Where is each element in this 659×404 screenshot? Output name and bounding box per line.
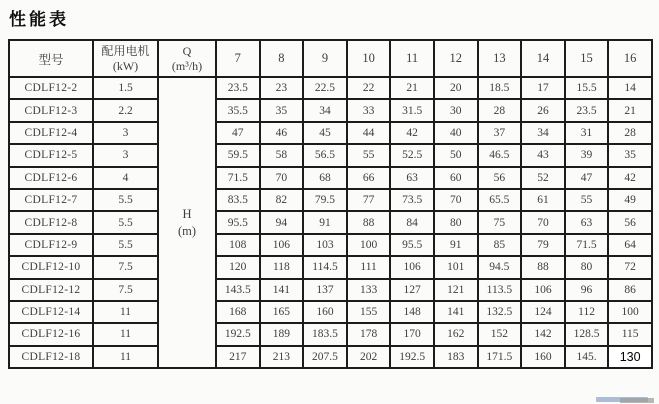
model-cell: CDLF12-12: [9, 279, 93, 301]
motor-kw-cell: 5.5: [93, 189, 158, 211]
head-value-cell: 133: [347, 279, 391, 301]
head-value-cell: 113.5: [478, 279, 522, 301]
page-title: 性能表: [9, 10, 69, 29]
h-label: H: [182, 207, 192, 222]
head-value-cell: 70: [434, 189, 478, 211]
head-value-cell: 178: [347, 323, 391, 345]
head-value-cell: 15.5: [565, 77, 609, 99]
head-value-cell: 21: [390, 77, 434, 99]
head-value-cell: 141: [434, 301, 478, 323]
head-value-cell: 86: [608, 279, 652, 301]
head-value-cell: 202: [347, 346, 391, 368]
motor-kw-cell: 3: [93, 122, 158, 144]
head-value-cell: 192.5: [390, 346, 434, 368]
header-motor-unit: (kW): [112, 58, 139, 73]
head-value-cell: 137: [303, 279, 347, 301]
head-value-cell: 183.5: [303, 323, 347, 345]
head-value-cell: 88: [347, 211, 391, 233]
head-value-cell: 28: [478, 99, 522, 121]
head-value-cell: 44: [347, 122, 391, 144]
header-flow-value: 8: [260, 40, 304, 77]
motor-kw-cell: 5.5: [93, 234, 158, 256]
head-value-cell: 80: [565, 256, 609, 278]
head-value-cell: 42: [390, 122, 434, 144]
table-row: [9, 323, 652, 345]
head-value-cell: 49: [608, 189, 652, 211]
model-cell: CDLF12-3: [9, 99, 93, 121]
header-flow-value: 16: [608, 40, 652, 77]
head-value-cell: 31.5: [390, 99, 434, 121]
motor-kw-cell: 5.5: [93, 211, 158, 233]
head-value-cell: 165: [260, 301, 304, 323]
head-value-cell: 95.5: [216, 211, 260, 233]
header-model: 型号: [9, 40, 93, 77]
table-body: [9, 77, 652, 368]
head-value-cell: 85: [478, 234, 522, 256]
head-value-cell: 94: [260, 211, 304, 233]
head-value-cell: 207.5: [303, 346, 347, 368]
head-value-cell: 141: [260, 279, 304, 301]
head-value-cell: 106: [521, 279, 565, 301]
head-value-cell: 80: [434, 211, 478, 233]
head-value-cell: 77: [347, 189, 391, 211]
head-value-cell: 61: [521, 189, 565, 211]
head-value-cell: 59.5: [216, 144, 260, 166]
model-cell: CDLF12-5: [9, 144, 93, 166]
header-q-label: Q: [182, 43, 192, 58]
head-value-cell: 170: [390, 323, 434, 345]
head-value-cell: 79: [521, 234, 565, 256]
head-value-cell: 148: [390, 301, 434, 323]
header-flow-q: [158, 40, 216, 77]
head-value-cell: 128.5: [565, 323, 609, 345]
head-value-cell: 70: [260, 167, 304, 189]
head-value-cell: 72: [608, 256, 652, 278]
head-value-cell: 91: [303, 211, 347, 233]
head-value-cell: 18.5: [478, 77, 522, 99]
head-value-cell: 68: [303, 167, 347, 189]
head-value-cell: 42: [608, 167, 652, 189]
head-value-cell: 108: [216, 234, 260, 256]
table-row: [9, 122, 652, 144]
table-row: [9, 346, 652, 368]
head-value-cell: 47: [565, 167, 609, 189]
head-value-cell: 23.5: [565, 99, 609, 121]
motor-kw-cell: 11: [93, 323, 158, 345]
head-value-cell: 50: [434, 144, 478, 166]
motor-kw-cell: 11: [93, 301, 158, 323]
head-value-cell: 71.5: [565, 234, 609, 256]
head-value-cell: 35.5: [216, 99, 260, 121]
model-cell: CDLF12-16: [9, 323, 93, 345]
table-row: [9, 99, 652, 121]
head-value-cell: 17: [521, 77, 565, 99]
table-row: [9, 144, 652, 166]
header-flow-value: 12: [434, 40, 478, 77]
head-value-cell: 160: [521, 346, 565, 368]
head-value-cell: 130: [608, 346, 652, 368]
head-value-cell: 91: [434, 234, 478, 256]
h-unit: (m): [177, 223, 197, 238]
head-value-cell: 31: [565, 122, 609, 144]
head-value-cell: 20: [434, 77, 478, 99]
head-value-cell: 88: [521, 256, 565, 278]
table-row: [9, 167, 652, 189]
head-value-cell: 66: [347, 167, 391, 189]
head-value-cell: 155: [347, 301, 391, 323]
head-value-cell: 35: [260, 99, 304, 121]
table-row: [9, 301, 652, 323]
head-value-cell: 55: [347, 144, 391, 166]
table-row: [9, 189, 652, 211]
head-value-cell: 14: [608, 77, 652, 99]
model-cell: CDLF12-6: [9, 167, 93, 189]
head-value-cell: 58: [260, 144, 304, 166]
head-value-cell: 111: [347, 256, 391, 278]
head-value-cell: 124: [521, 301, 565, 323]
motor-kw-cell: 4: [93, 167, 158, 189]
motor-kw-cell: 7.5: [93, 279, 158, 301]
model-cell: CDLF12-2: [9, 77, 93, 99]
head-unit-merged-cell: [158, 77, 216, 368]
head-value-cell: 21: [608, 99, 652, 121]
head-value-cell: 43: [521, 144, 565, 166]
head-value-cell: 213: [260, 346, 304, 368]
table-row: [9, 256, 652, 278]
header-flow-value: 14: [521, 40, 565, 77]
head-value-cell: 142: [521, 323, 565, 345]
watermark-smudge-gray: [620, 398, 654, 403]
head-value-cell: 64: [608, 234, 652, 256]
head-value-cell: 94.5: [478, 256, 522, 278]
header-flow-value: 11: [390, 40, 434, 77]
model-cell: CDLF12-9: [9, 234, 93, 256]
head-value-cell: 75: [478, 211, 522, 233]
head-value-cell: 45: [303, 122, 347, 144]
head-value-cell: 47: [216, 122, 260, 144]
head-value-cell: 63: [390, 167, 434, 189]
motor-kw-cell: 1.5: [93, 77, 158, 99]
table-row: [9, 77, 652, 99]
head-value-cell: 79.5: [303, 189, 347, 211]
header-row: [9, 40, 652, 77]
head-value-cell: 183: [434, 346, 478, 368]
head-value-cell: 162: [434, 323, 478, 345]
table-row: [9, 211, 652, 233]
motor-kw-cell: 3: [93, 144, 158, 166]
head-value-cell: 152: [478, 323, 522, 345]
head-value-cell: 46.5: [478, 144, 522, 166]
head-value-cell: 120: [216, 256, 260, 278]
head-value-cell: 100: [347, 234, 391, 256]
header-motor: [93, 40, 158, 77]
head-value-cell: 145.: [565, 346, 609, 368]
head-value-cell: 52.5: [390, 144, 434, 166]
head-value-cell: 33: [347, 99, 391, 121]
head-value-cell: 143.5: [216, 279, 260, 301]
model-cell: CDLF12-18: [9, 346, 93, 368]
header-q-unit: (m³/h): [171, 58, 203, 73]
head-value-cell: 106: [390, 256, 434, 278]
head-value-cell: 106: [260, 234, 304, 256]
performance-table: [8, 39, 653, 369]
head-value-cell: 40: [434, 122, 478, 144]
head-value-cell: 100: [608, 301, 652, 323]
head-value-cell: 23: [260, 77, 304, 99]
motor-kw-cell: 11: [93, 346, 158, 368]
table-row: [9, 279, 652, 301]
head-value-cell: 84: [390, 211, 434, 233]
head-value-cell: 82: [260, 189, 304, 211]
head-value-cell: 70: [521, 211, 565, 233]
head-value-cell: 34: [521, 122, 565, 144]
head-value-cell: 73.5: [390, 189, 434, 211]
head-value-cell: 132.5: [478, 301, 522, 323]
head-value-cell: 55: [565, 189, 609, 211]
head-value-cell: 56.5: [303, 144, 347, 166]
head-value-cell: 118: [260, 256, 304, 278]
header-flow-value: 13: [478, 40, 522, 77]
head-value-cell: 65.5: [478, 189, 522, 211]
head-value-cell: 37: [478, 122, 522, 144]
head-value-cell: 23.5: [216, 77, 260, 99]
motor-kw-cell: 7.5: [93, 256, 158, 278]
head-value-cell: 217: [216, 346, 260, 368]
head-value-cell: 115: [608, 323, 652, 345]
head-value-cell: 22.5: [303, 77, 347, 99]
head-value-cell: 28: [608, 122, 652, 144]
head-value-cell: 127: [390, 279, 434, 301]
head-value-cell: 95.5: [390, 234, 434, 256]
head-value-cell: 34: [303, 99, 347, 121]
head-value-cell: 30: [434, 99, 478, 121]
head-value-cell: 60: [434, 167, 478, 189]
model-cell: CDLF12-10: [9, 256, 93, 278]
head-value-cell: 160: [303, 301, 347, 323]
head-value-cell: 71.5: [216, 167, 260, 189]
head-value-cell: 35: [608, 144, 652, 166]
head-value-cell: 56: [608, 211, 652, 233]
head-value-cell: 171.5: [478, 346, 522, 368]
header-flow-value: 10: [347, 40, 391, 77]
model-cell: CDLF12-7: [9, 189, 93, 211]
head-value-cell: 112: [565, 301, 609, 323]
head-value-cell: 46: [260, 122, 304, 144]
head-value-cell: 22: [347, 77, 391, 99]
head-value-cell: 26: [521, 99, 565, 121]
head-value-cell: 83.5: [216, 189, 260, 211]
head-value-cell: 56: [478, 167, 522, 189]
head-value-cell: 103: [303, 234, 347, 256]
motor-kw-cell: 2.2: [93, 99, 158, 121]
model-cell: CDLF12-4: [9, 122, 93, 144]
head-value-cell: 52: [521, 167, 565, 189]
head-value-cell: 189: [260, 323, 304, 345]
table-header: [9, 40, 652, 77]
header-flow-value: 9: [303, 40, 347, 77]
head-value-cell: 168: [216, 301, 260, 323]
header-flow-value: 7: [216, 40, 260, 77]
header-motor-label: 配用电机: [101, 43, 150, 58]
head-value-cell: 101: [434, 256, 478, 278]
header-flow-value: 15: [565, 40, 609, 77]
table-row: [9, 234, 652, 256]
model-cell: CDLF12-8: [9, 211, 93, 233]
head-value-cell: 63: [565, 211, 609, 233]
head-value-cell: 121: [434, 279, 478, 301]
head-value-cell: 96: [565, 279, 609, 301]
head-value-cell: 114.5: [303, 256, 347, 278]
model-cell: CDLF12-14: [9, 301, 93, 323]
head-value-cell: 39: [565, 144, 609, 166]
head-value-cell: 192.5: [216, 323, 260, 345]
